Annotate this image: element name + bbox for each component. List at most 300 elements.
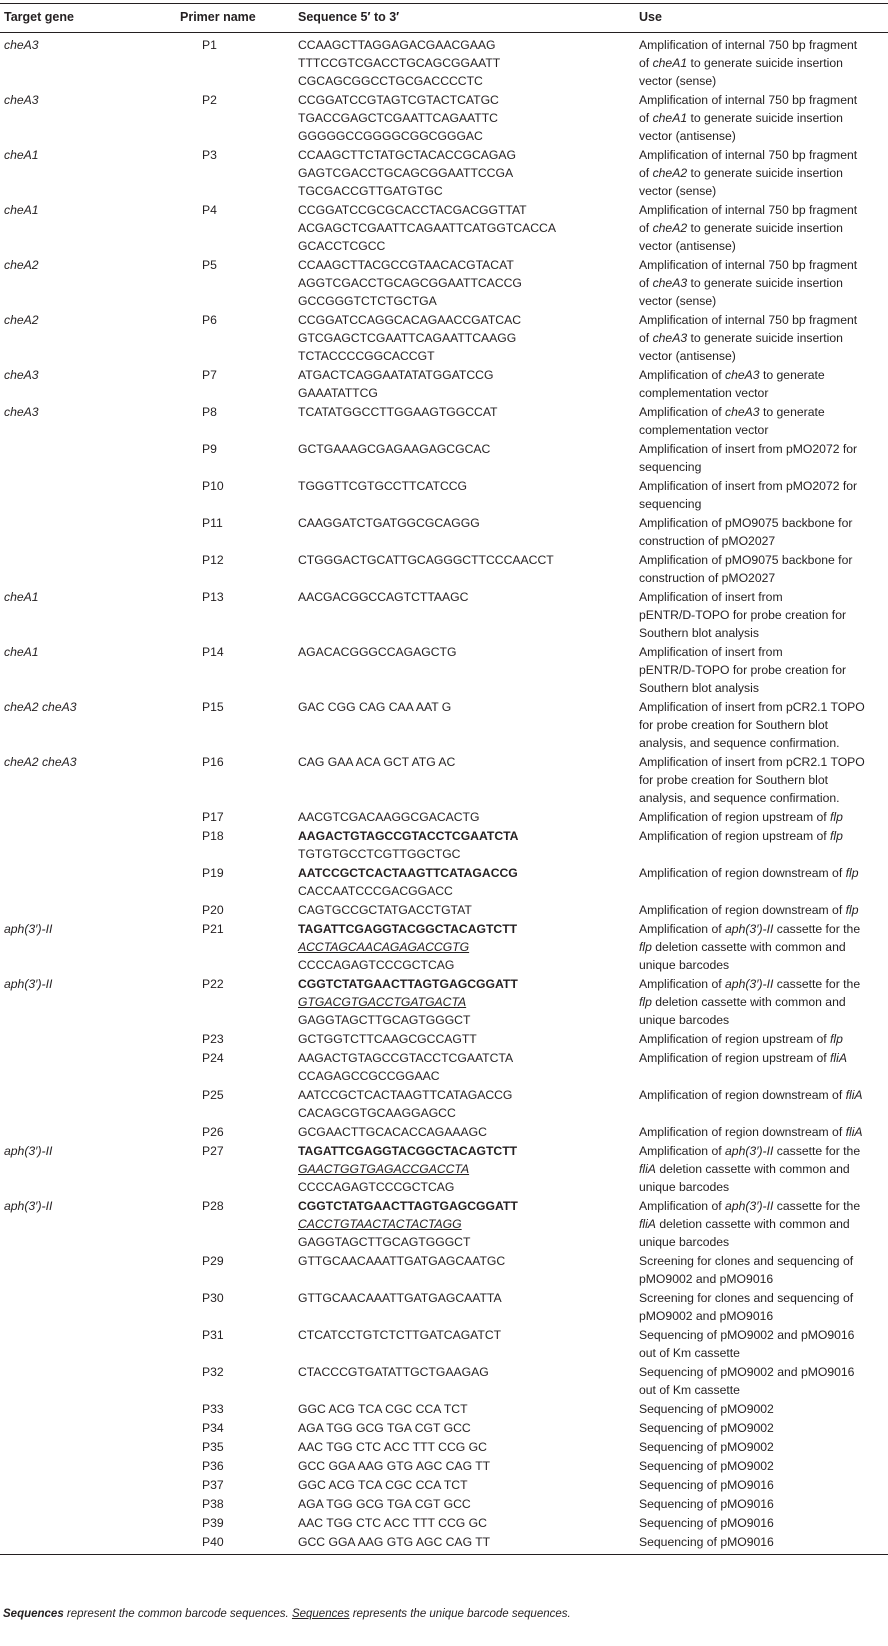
table-row (0, 920, 888, 975)
common-barcode-sequence: CGGTCTATGAACTTAGTGAGCGGATT (298, 1199, 518, 1213)
use-line (639, 679, 884, 697)
gene-name-text: cheA2 (652, 221, 688, 235)
footnote-common-term: Sequences (3, 1608, 64, 1620)
sequence-cell (294, 1252, 635, 1289)
target-gene-cell (0, 827, 176, 864)
use-text: deletion cassette with common and (651, 995, 846, 1009)
primer-name-cell: P36 (176, 1457, 294, 1476)
table-row (0, 403, 888, 440)
footnote-common-text: represent the common barcode sequences. (63, 1608, 292, 1620)
use-line (639, 1142, 884, 1160)
table-row (0, 1419, 888, 1438)
use-text: Screening for clones and sequencing of (639, 1254, 854, 1268)
use-cell (635, 1030, 888, 1049)
sequence-line: CAAGGATCTGATGGCGCAGGG (298, 516, 480, 530)
use-cell (635, 1086, 888, 1123)
table-row (0, 1086, 888, 1123)
gene-name-text: cheA3 (725, 405, 760, 419)
primer-name-cell: P12 (176, 551, 294, 588)
primer-name-cell: P16 (176, 753, 294, 808)
use-text: analysis, and sequence confirmation. (639, 791, 840, 805)
use-line (639, 698, 884, 716)
use-cell (635, 1123, 888, 1142)
target-gene-cell (0, 864, 176, 901)
target-gene-cell (0, 1476, 176, 1495)
target-gene-cell (0, 1438, 176, 1457)
gene-name-text: fliA (639, 1162, 656, 1176)
sequence-line: CCCCAGAGTCCCGCTCAG (298, 958, 455, 972)
use-line (639, 164, 884, 182)
target-gene-cell (0, 901, 176, 920)
use-line (639, 734, 884, 752)
table-row (0, 477, 888, 514)
use-line (639, 146, 884, 164)
primer-name-cell: P17 (176, 808, 294, 827)
sequence-line: CTACCCGTGATATTGCTGAAGAG (298, 1365, 489, 1379)
use-line (639, 901, 884, 919)
target-gene-cell (0, 440, 176, 477)
use-line (639, 1160, 884, 1178)
use-cell (635, 975, 888, 1030)
sequence-line: CCGGATCCAGGCACAGAACCGATCAC (298, 313, 522, 327)
use-text: analysis, and sequence confirmation. (639, 736, 840, 750)
use-text: vector (antisense) (639, 349, 736, 363)
use-line (639, 1514, 884, 1532)
use-line (639, 975, 884, 993)
sequence-cell (294, 366, 635, 403)
use-line (639, 237, 884, 255)
use-text: deletion cassette with common and (655, 1217, 850, 1231)
common-barcode-sequence: TAGATTCGAGGTACGGCTACAGTCTT (298, 1144, 518, 1158)
use-text: Amplification of internal 750 bp fragment (639, 38, 858, 52)
table-row (0, 1476, 888, 1495)
use-line (639, 1457, 884, 1475)
table-row (0, 256, 888, 311)
table-row (0, 1400, 888, 1419)
target-gene-cell (0, 1400, 176, 1419)
table-row (0, 1030, 888, 1049)
common-barcode-sequence: AATCCGCTCACTAAGTTCATAGACCG (298, 866, 518, 880)
sequence-line: TGCGACCGTTGATGTGC (298, 184, 443, 198)
table-row (0, 1514, 888, 1533)
use-cell (635, 440, 888, 477)
primer-name-cell: P39 (176, 1514, 294, 1533)
gene-name-text: aph(3′)-II (725, 1144, 774, 1158)
target-gene-cell (0, 1363, 176, 1400)
gene-name-text: aph(3′)-II (725, 977, 774, 991)
use-cell (635, 366, 888, 403)
primer-name-cell: P3 (176, 146, 294, 201)
use-text: Southern blot analysis (639, 626, 759, 640)
sequence-cell (294, 1419, 635, 1438)
unique-barcode-sequence: ACCTAGCAACAGAGACCGTG (298, 940, 470, 954)
use-text: Amplification of (639, 405, 726, 419)
use-text: Amplification of (639, 1199, 726, 1213)
sequence-cell (294, 588, 635, 643)
use-line (639, 827, 884, 845)
sequence-cell (294, 477, 635, 514)
sequence-line: CTCATCCTGTCTCTTGATCAGATCT (298, 1328, 502, 1342)
use-line (639, 661, 884, 679)
use-cell (635, 403, 888, 440)
target-gene-cell: cheA3 (0, 91, 176, 146)
use-cell (635, 201, 888, 256)
use-line (639, 36, 884, 54)
use-text: of (639, 221, 653, 235)
primer-name-cell: P30 (176, 1289, 294, 1326)
target-gene-cell (0, 477, 176, 514)
use-line (639, 771, 884, 789)
use-text: Amplification of pMO9075 backbone for (639, 516, 853, 530)
use-text: cassette for the (773, 1199, 861, 1213)
table-row (0, 514, 888, 551)
target-gene-cell: cheA1 (0, 643, 176, 698)
use-text: Amplification of region upstream of (639, 1032, 831, 1046)
use-text: Amplification of internal 750 bp fragment (639, 203, 858, 217)
table-row (0, 753, 888, 808)
table-row (0, 1197, 888, 1252)
use-text: Sequencing of pMO9016 (639, 1497, 774, 1511)
use-text: Amplification of internal 750 bp fragment (639, 93, 858, 107)
use-cell (635, 551, 888, 588)
sequence-cell (294, 1514, 635, 1533)
sequence-cell (294, 311, 635, 366)
use-line (639, 920, 884, 938)
header-sequence: Sequence 5′ to 3′ (294, 4, 635, 33)
use-text: Amplification of pMO9075 backbone for (639, 553, 853, 567)
use-text: vector (sense) (639, 74, 717, 88)
use-line (639, 219, 884, 237)
sequence-cell (294, 201, 635, 256)
use-text: Amplification of (639, 977, 726, 991)
primer-name-cell: P14 (176, 643, 294, 698)
use-text: Southern blot analysis (639, 681, 759, 695)
sequence-cell (294, 1400, 635, 1419)
sequence-cell (294, 256, 635, 311)
primer-name-cell: P28 (176, 1197, 294, 1252)
target-gene-cell: cheA2 (0, 311, 176, 366)
use-text: Amplification of insert from pMO2072 for (639, 479, 858, 493)
table-row (0, 1049, 888, 1086)
sequence-cell (294, 1142, 635, 1197)
sequence-line: CCGGATCCGCGCACCTACGACGGTTAT (298, 203, 527, 217)
gene-name-text: fliA (830, 1051, 847, 1065)
use-text: unique barcodes (639, 1013, 730, 1027)
use-line (639, 1438, 884, 1456)
sequence-cell (294, 514, 635, 551)
sequence-cell (294, 975, 635, 1030)
use-line (639, 72, 884, 90)
sequence-line: CACCAATCCCGACGGACC (298, 884, 453, 898)
use-text: Amplification of region downstream of (639, 903, 846, 917)
use-cell (635, 1363, 888, 1400)
use-text: vector (antisense) (639, 129, 736, 143)
gene-name-text: fliA (845, 1088, 863, 1102)
sequence-line: CAGTGCCGCTATGACCTGTAT (298, 903, 472, 917)
target-gene-cell: aph(3′)-II (0, 975, 176, 1030)
sequence-cell (294, 1457, 635, 1476)
unique-barcode-sequence: GAACTGGTGAGACCGACCTA (298, 1162, 470, 1176)
sequence-cell (294, 1363, 635, 1400)
use-line (639, 109, 884, 127)
sequence-line: AGA TGG GCG TGA CGT GCC (298, 1497, 471, 1511)
primer-name-cell: P19 (176, 864, 294, 901)
use-cell (635, 1252, 888, 1289)
use-text: Amplification of region upstream of (639, 829, 831, 843)
table-row (0, 551, 888, 588)
target-gene-cell (0, 1533, 176, 1555)
table-row (0, 1533, 888, 1555)
use-line (639, 458, 884, 476)
sequence-line: GGC ACG TCA CGC CCA TCT (298, 1478, 468, 1492)
target-gene-cell: cheA2 cheA3 (0, 753, 176, 808)
use-cell (635, 33, 888, 92)
use-cell (635, 1476, 888, 1495)
primer-name-cell: P31 (176, 1326, 294, 1363)
target-gene-cell (0, 1419, 176, 1438)
primer-name-cell: P29 (176, 1252, 294, 1289)
use-text: Amplification of region downstream of (639, 866, 846, 880)
sequence-line: TTTCCGTCGACCTGCAGCGGAATT (298, 56, 501, 70)
table-row (0, 975, 888, 1030)
gene-name-text: fliA (845, 1125, 863, 1139)
target-gene-cell (0, 514, 176, 551)
target-gene-cell (0, 1049, 176, 1086)
use-line (639, 1476, 884, 1494)
use-text: pENTR/D-TOPO for probe creation for (639, 608, 847, 622)
use-line (639, 1178, 884, 1196)
gene-name-text: cheA1 (652, 56, 688, 70)
primer-name-cell: P22 (176, 975, 294, 1030)
use-cell (635, 1419, 888, 1438)
use-cell (635, 864, 888, 901)
sequence-line: CCGGATCCGTAGTCGTACTCATGC (298, 93, 499, 107)
use-text: to generate suicide insertion (687, 221, 843, 235)
sequence-line: CCCCAGAGTCCCGCTCAG (298, 1180, 455, 1194)
use-text: to generate suicide insertion (687, 331, 843, 345)
use-text: complementation vector (639, 386, 769, 400)
target-gene-cell (0, 1030, 176, 1049)
sequence-cell (294, 698, 635, 753)
table-row (0, 901, 888, 920)
primer-name-cell: P5 (176, 256, 294, 311)
sequence-cell (294, 1049, 635, 1086)
sequence-line: CCAAGCTTCTATGCTACACCGCAGAG (298, 148, 517, 162)
gene-name-text: flp (845, 866, 859, 880)
gene-name-text: flp (639, 940, 652, 954)
sequence-cell (294, 1495, 635, 1514)
use-text: deletion cassette with common and (651, 940, 846, 954)
sequence-line: ACGAGCTCGAATTCAGAATTCATGGTCACCA (298, 221, 556, 235)
use-cell (635, 588, 888, 643)
common-barcode-sequence: TAGATTCGAGGTACGGCTACAGTCTT (298, 922, 518, 936)
primer-name-cell: P26 (176, 1123, 294, 1142)
target-gene-cell: cheA3 (0, 33, 176, 92)
sequence-cell (294, 1123, 635, 1142)
target-gene-cell: cheA2 (0, 256, 176, 311)
primer-name-cell: P7 (176, 366, 294, 403)
target-gene-cell: cheA1 (0, 201, 176, 256)
use-text: Sequencing of pMO9002 (639, 1421, 774, 1435)
use-line (639, 440, 884, 458)
table-row (0, 311, 888, 366)
use-line (639, 588, 884, 606)
sequence-line: GAC CGG CAG CAA AAT G (298, 700, 452, 714)
use-text: out of Km cassette (639, 1383, 740, 1397)
sequence-cell (294, 403, 635, 440)
use-line (639, 421, 884, 439)
primer-name-cell: P8 (176, 403, 294, 440)
table-row (0, 1123, 888, 1142)
primer-name-cell: P33 (176, 1400, 294, 1419)
header-use: Use (635, 4, 888, 33)
table-header (0, 4, 888, 33)
use-line (639, 1533, 884, 1551)
use-line (639, 347, 884, 365)
use-line (639, 551, 884, 569)
sequence-line: TCATATGGCCTTGGAAGTGGCCAT (298, 405, 498, 419)
table-row (0, 827, 888, 864)
use-text: vector (sense) (639, 184, 717, 198)
primer-name-cell: P18 (176, 827, 294, 864)
use-text: to generate suicide insertion (687, 276, 843, 290)
primer-name-cell: P27 (176, 1142, 294, 1197)
sequence-cell (294, 1289, 635, 1326)
sequence-line: TCTACCCCGGCACCGT (298, 349, 435, 363)
use-line (639, 514, 884, 532)
target-gene-cell: cheA2 cheA3 (0, 698, 176, 753)
target-gene-cell: cheA1 (0, 588, 176, 643)
use-line (639, 403, 884, 421)
sequence-cell (294, 91, 635, 146)
primer-name-cell: P1 (176, 33, 294, 92)
use-line (639, 477, 884, 495)
unique-barcode-sequence: GTGACGTGACCTGATGACTA (298, 995, 467, 1009)
use-text: Sequencing of pMO9002 (639, 1440, 774, 1454)
primer-name-cell: P10 (176, 477, 294, 514)
sequence-line: GGGGGCCGGGGCGGCGGGAC (298, 129, 483, 143)
primer-name-cell: P15 (176, 698, 294, 753)
table-row (0, 808, 888, 827)
table-footnote (3, 1608, 571, 1620)
use-text: vector (antisense) (639, 239, 736, 253)
gene-name-text: flp (830, 829, 843, 843)
use-line (639, 329, 884, 347)
sequence-line: AGACACGGGCCAGAGCTG (298, 645, 457, 659)
use-text: of (639, 111, 653, 125)
use-text: of (639, 276, 653, 290)
target-gene-cell (0, 1457, 176, 1476)
target-gene-cell: aph(3′)-II (0, 1142, 176, 1197)
use-line (639, 182, 884, 200)
table-row (0, 201, 888, 256)
use-line (639, 256, 884, 274)
primer-name-cell: P32 (176, 1363, 294, 1400)
sequence-line: CTGGGACTGCATTGCAGGGCTTCCCAACCT (298, 553, 554, 567)
use-line (639, 716, 884, 734)
target-gene-cell (0, 1495, 176, 1514)
use-text: cassette for the (773, 1144, 861, 1158)
use-text: unique barcodes (639, 1235, 730, 1249)
use-line (639, 1270, 884, 1288)
primer-name-cell: P25 (176, 1086, 294, 1123)
target-gene-cell: cheA3 (0, 366, 176, 403)
primer-name-cell: P37 (176, 1476, 294, 1495)
use-text: Amplification of internal 750 bp fragment (639, 148, 858, 162)
use-line (639, 1011, 884, 1029)
use-cell (635, 827, 888, 864)
use-text: cassette for the (773, 922, 861, 936)
table-row (0, 91, 888, 146)
sequence-line: GCC GGA AAG GTG AGC CAG TT (298, 1535, 491, 1549)
use-text: to generate suicide insertion (687, 166, 843, 180)
use-text: for probe creation for Southern blot (639, 773, 829, 787)
use-text: to generate suicide insertion (687, 56, 843, 70)
gene-name-text: aph(3′)-II (725, 922, 774, 936)
sequence-cell (294, 146, 635, 201)
use-text: to generate (759, 368, 825, 382)
use-line (639, 292, 884, 310)
use-text: unique barcodes (639, 1180, 730, 1194)
table-row (0, 1252, 888, 1289)
sequence-line: AACGACGGCCAGTCTTAAGC (298, 590, 469, 604)
use-line (639, 1381, 884, 1399)
use-line (639, 938, 884, 956)
sequence-line: GTCGAGCTCGAATTCAGAATTCAAGG (298, 331, 517, 345)
use-cell (635, 1514, 888, 1533)
use-text: Amplification of insert from pCR2.1 TOPO (639, 700, 865, 714)
use-line (639, 1252, 884, 1270)
target-gene-cell (0, 1086, 176, 1123)
use-line (639, 1363, 884, 1381)
sequence-cell (294, 1326, 635, 1363)
footnote-unique-text: represents the unique barcode sequences. (349, 1608, 571, 1620)
sequence-cell (294, 643, 635, 698)
target-gene-cell (0, 1252, 176, 1289)
table-row (0, 1142, 888, 1197)
target-gene-cell (0, 1289, 176, 1326)
use-text: Amplification of (639, 922, 726, 936)
table-row (0, 643, 888, 698)
use-line (639, 91, 884, 109)
sequence-cell (294, 920, 635, 975)
sequence-line: CAG GAA ACA GCT ATG AC (298, 755, 456, 769)
use-text: for probe creation for Southern blot (639, 718, 829, 732)
unique-barcode-sequence: CACCTGTAACTACTACTAGG (298, 1217, 462, 1231)
sequence-line: GCTGAAAGCGAGAAGAGCGCAC (298, 442, 491, 456)
target-gene-cell: aph(3′)-II (0, 1197, 176, 1252)
sequence-line: CCAGAGCCGCCGGAAC (298, 1069, 440, 1083)
use-text: Sequencing of pMO9016 (639, 1478, 774, 1492)
use-line (639, 753, 884, 771)
sequence-cell (294, 827, 635, 864)
primer-name-cell: P4 (176, 201, 294, 256)
sequence-line: AAGACTGTAGCCGTACCTCGAATCTA (298, 1051, 514, 1065)
sequence-line: GAAATATTCG (298, 386, 378, 400)
use-text: Sequencing of pMO9002 (639, 1459, 774, 1473)
use-text: of (639, 331, 653, 345)
use-line (639, 1215, 884, 1233)
sequence-line: GGC ACG TCA CGC CCA TCT (298, 1402, 468, 1416)
use-line (639, 1326, 884, 1344)
use-line (639, 1086, 884, 1104)
sequence-line: GAGGTAGCTTGCAGTGGGCT (298, 1235, 471, 1249)
gene-name-text: flp (845, 903, 859, 917)
table-row (0, 588, 888, 643)
sequence-cell (294, 808, 635, 827)
use-text: sequencing (639, 497, 702, 511)
sequence-line: TGGGTTCGTGCCTTCATCCG (298, 479, 468, 493)
